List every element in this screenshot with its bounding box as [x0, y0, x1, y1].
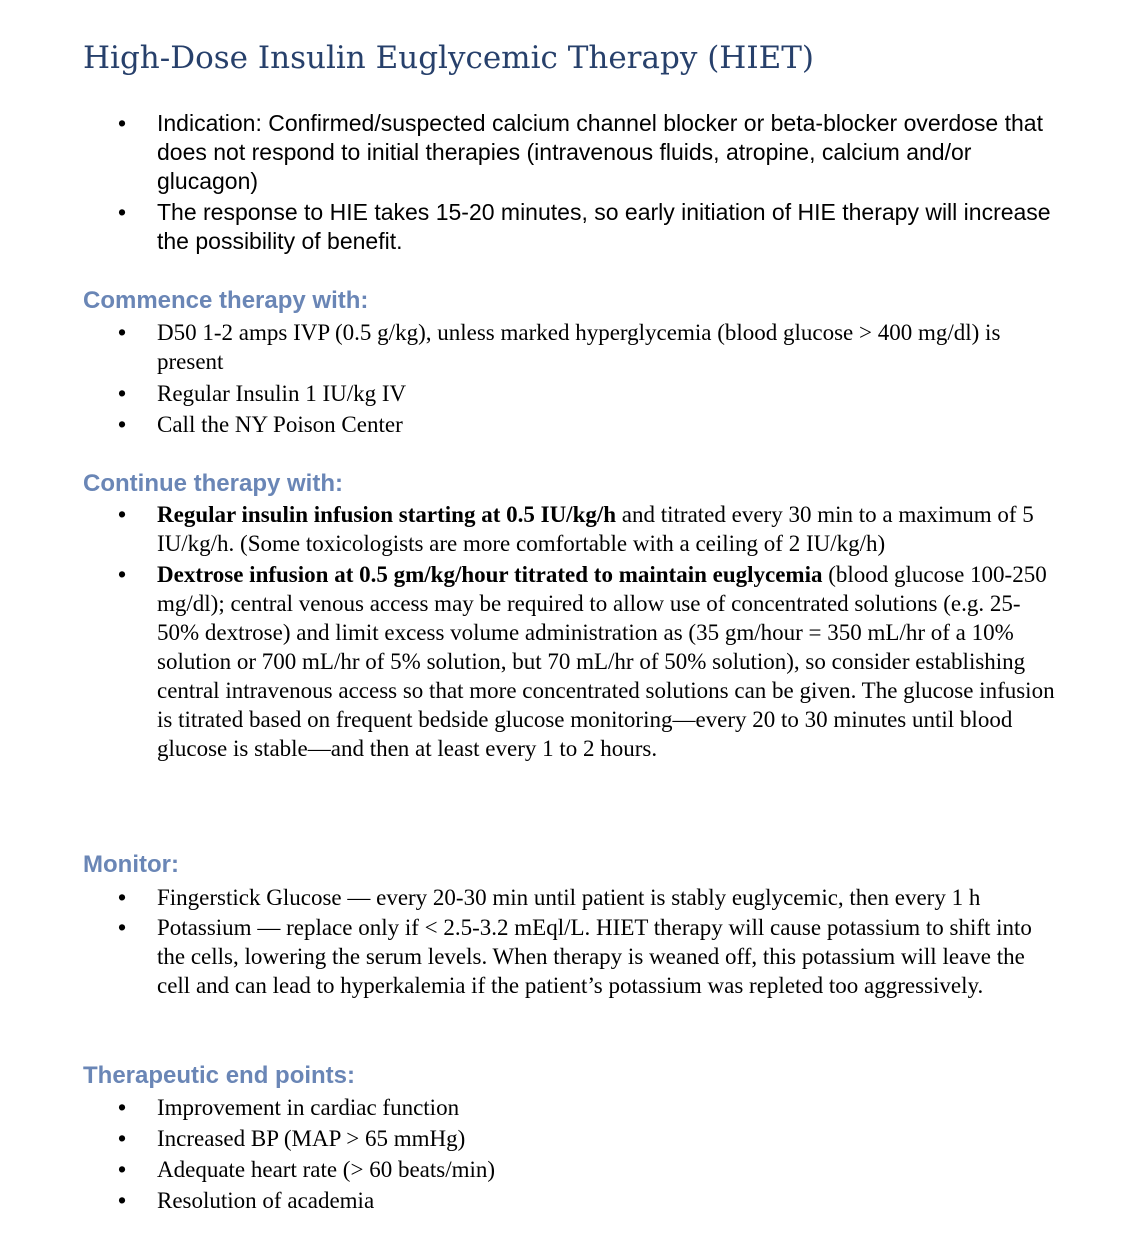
bullet-icon: • — [118, 319, 127, 345]
insulin-infusion-text: and titrated every 30 min to a maximum of 5 IU/kg/h. (Some toxicologists are more comfortable with a ceiling of 2 IU/kg/h) — [157, 502, 1034, 556]
monitor-list — [0, 882, 1060, 1000]
list-item — [0, 1154, 1060, 1185]
dextrose-infusion-text: (blood glucose 100-250 mg/dl); central venous access may be required to allow use of concentrated solutions (e.g. 25-50% dextrose) and limit excess volume administration as (35 gm/hour = 350 mL/hr of a 10% solution or 700 mL/hr of 5% solution, but 70 mL/hr of 50% solution), so consider establishing central intravenous access so that more concentrated solutions can be given. The glucose infusion is titrated based on frequent bedside glucose monitoring—every 20 to 30 minutes until blood glucose is stable—and then at least every 1 to 2 hours. — [157, 562, 1055, 761]
bullet-icon: • — [118, 1156, 127, 1182]
list-item — [0, 500, 1060, 558]
list-item — [0, 109, 1060, 196]
commence-heading: Commence therapy with: — [83, 287, 369, 314]
bullet-icon: • — [118, 1187, 127, 1213]
endpoints-list — [0, 1092, 1060, 1216]
list-item — [0, 318, 1060, 376]
list-item-text: Potassium — replace only if < 2.5-3.2 mEql/L. HIET therapy will cause potassium to shift into the cells, lowering the serum levels. When therapy is weaned off, this potassium will leave the cell and can lead to hyperkalemia if the patient’s potassium was repleted too aggressively. — [157, 915, 1032, 998]
bullet-icon: • — [118, 1094, 127, 1120]
list-item — [0, 1185, 1060, 1216]
intro-response-text: The response to HIE takes 15-20 minutes, so early initiation of HIE therapy will increase the possibility of benefit. — [157, 199, 1051, 254]
bullet-icon: • — [118, 199, 127, 225]
list-item — [0, 560, 1060, 763]
list-item — [0, 1123, 1060, 1154]
list-item-text: Regular Insulin 1 IU/kg IV — [157, 381, 407, 406]
commence-list — [0, 318, 1060, 440]
bullet-icon: • — [118, 380, 127, 406]
list-item-text: Increased BP (MAP > 65 mmHg) — [157, 1126, 466, 1151]
list-item-text: D50 1-2 amps IVP (0.5 g/kg), unless marked hyperglycemia (blood glucose > 400 mg/dl) is present — [157, 320, 1001, 374]
intro-indication-text: Indication: Confirmed/suspected calcium channel blocker or beta-blocker overdose that does not respond to initial therapies (intravenous fluids, atropine, calcium and/or glucagon) — [157, 110, 1043, 194]
list-item-text: Resolution of academia — [157, 1188, 375, 1213]
bullet-icon: • — [118, 1125, 127, 1151]
dextrose-infusion-bold: Dextrose infusion at 0.5 gm/kg/hour titrated to maintain euglycemia — [157, 562, 823, 587]
list-item — [0, 1092, 1060, 1123]
list-item — [0, 198, 1060, 256]
bullet-icon: • — [118, 411, 127, 437]
list-item-text: Adequate heart rate (> 60 beats/min) — [157, 1157, 496, 1182]
list-item — [0, 882, 1060, 913]
continue-list — [0, 500, 1060, 763]
endpoints-heading: Therapeutic end points: — [83, 1062, 356, 1089]
continue-heading: Continue therapy with: — [83, 470, 343, 497]
bullet-icon: • — [118, 501, 127, 527]
bullet-icon: • — [118, 884, 127, 910]
list-item-text: Call the NY Poison Center — [157, 412, 403, 437]
list-item — [0, 378, 1060, 409]
list-item — [0, 913, 1060, 1000]
intro-list — [0, 109, 1060, 256]
monitor-heading: Monitor: — [83, 851, 179, 878]
bullet-icon: • — [118, 561, 127, 587]
list-item-text: Fingerstick Glucose — every 20-30 min until patient is stably euglycemic, then every 1 h — [157, 885, 981, 910]
bullet-icon: • — [118, 110, 127, 136]
insulin-infusion-bold: Regular insulin infusion starting at 0.5 IU/kg/h — [157, 502, 617, 527]
bullet-icon: • — [118, 914, 127, 940]
list-item-text: Improvement in cardiac function — [157, 1095, 460, 1120]
list-item — [0, 409, 1060, 440]
page-title: High-Dose Insulin Euglycemic Therapy (HIET) — [83, 40, 814, 76]
